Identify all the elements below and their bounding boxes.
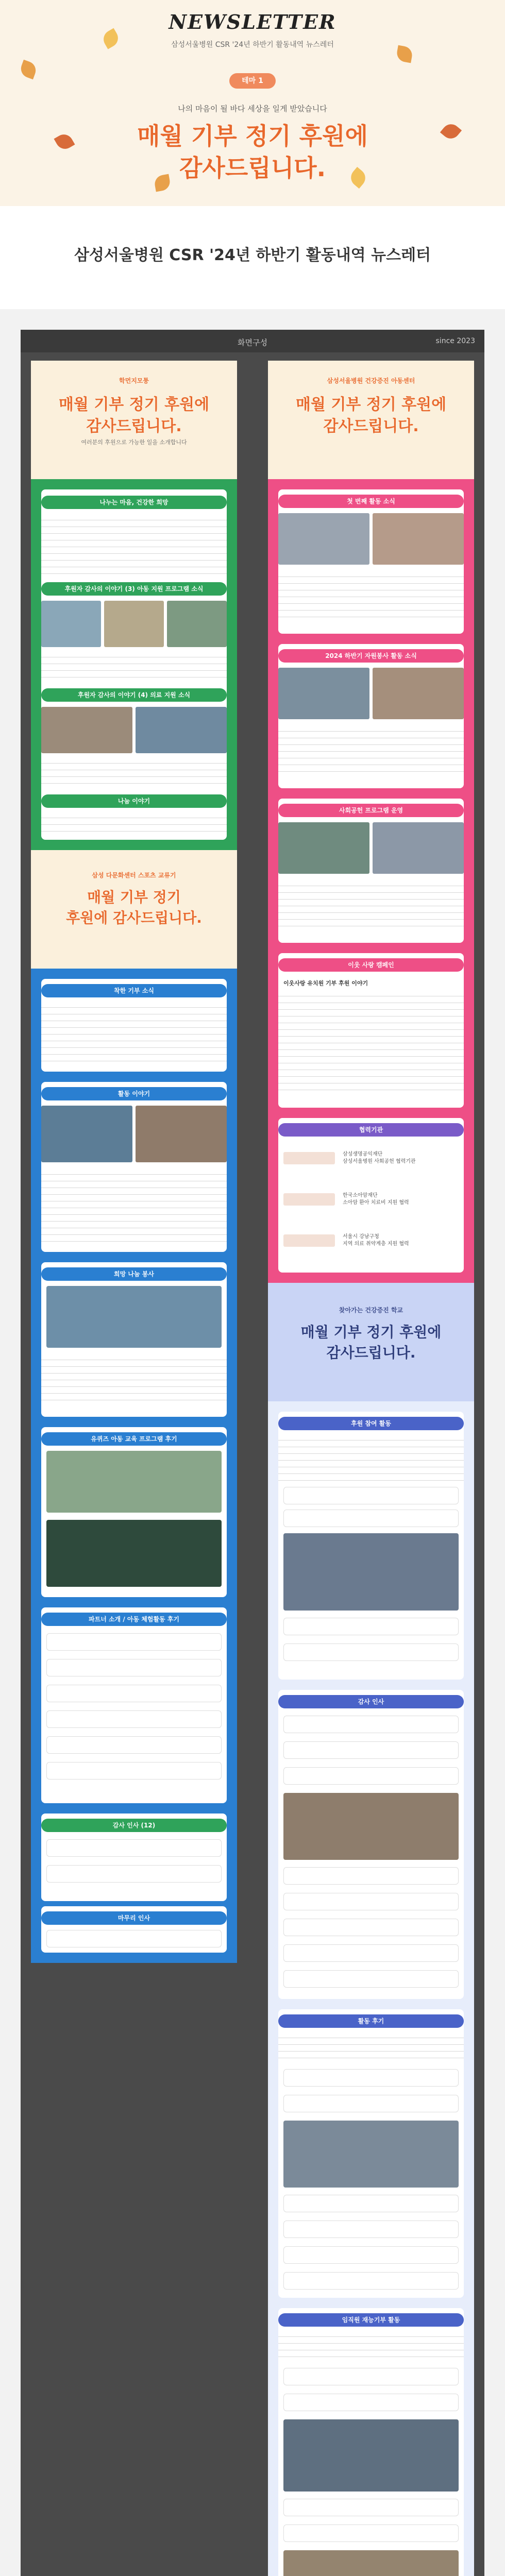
quote-box <box>46 1930 222 1947</box>
photo-row <box>41 601 227 647</box>
quote-box <box>283 1893 459 1910</box>
sub-heading: 이웃사랑 유치원 기부 후원 이야기 <box>283 980 368 987</box>
quote-box <box>283 1618 459 1635</box>
photo-row <box>278 668 464 719</box>
quote-box <box>46 1710 222 1728</box>
text-block <box>41 1355 227 1406</box>
quote-box <box>46 1736 222 1754</box>
section-header: 사회공헌 프로그램 운영 <box>278 804 464 817</box>
photo <box>46 1451 222 1513</box>
section-header: 파트너 소개 / 아동 체험활동 후기 <box>41 1613 227 1626</box>
frame-header <box>21 330 484 352</box>
left-column-header <box>31 361 237 479</box>
partner-item <box>283 1149 459 1167</box>
right-title-2: 감사드립니다. <box>323 417 419 435</box>
partner-logo <box>283 1193 335 1206</box>
photo-row <box>278 513 464 565</box>
text-block <box>41 813 227 834</box>
text-block <box>41 1170 227 1242</box>
text-block <box>278 2033 464 2064</box>
photo-row <box>41 1106 227 1162</box>
partner-logo <box>283 1152 335 1164</box>
section-header: 후원자 감사의 이야기 (3) 아동 지원 프로그램 소식 <box>41 582 227 596</box>
section-header: 2024 하반기 자원봉사 활동 소식 <box>278 649 464 663</box>
quote-box <box>283 2394 459 2411</box>
quote-box <box>283 1767 459 1785</box>
text-block <box>278 572 464 623</box>
hero-headline-1: 매월 기부 정기 후원에 <box>137 122 368 150</box>
partner-item <box>283 1190 459 1209</box>
photo <box>46 1286 222 1348</box>
quote-box <box>283 1643 459 1661</box>
quote-box <box>46 1839 222 1857</box>
text-block <box>41 1003 227 1064</box>
title-band <box>0 206 505 309</box>
quote-box <box>283 2069 459 2087</box>
partner-logo <box>283 1234 335 1247</box>
page-title: 삼성서울병원 CSR '24년 하반기 활동내역 뉴스레터 <box>74 246 431 264</box>
partners-title: 협력기관 <box>278 1123 464 1137</box>
quote-box <box>283 1867 459 1885</box>
quote-box <box>46 1762 222 1780</box>
preview-frame <box>21 330 484 2576</box>
section-header: 임직원 재능기부 활동 <box>278 2313 464 2327</box>
section-header: 감사 인사 <box>278 1695 464 1708</box>
section-header: 활동 이야기 <box>41 1087 227 1100</box>
blue-banner <box>268 1283 474 1401</box>
frame-label: 화면구성 <box>238 338 267 347</box>
frame-since: since 2023 <box>435 337 475 345</box>
blue-tag: 찾아가는 건강증진 학교 <box>339 1307 403 1314</box>
mid-tag: 삼성 다문화센터 스포츠 교류기 <box>92 872 176 879</box>
mid-banner <box>31 850 237 969</box>
section-header: 후원 참여 활동 <box>278 1417 464 1430</box>
hero-headline-2: 감사드립니다. <box>179 154 326 182</box>
section-header: 후원자 감사의 이야기 (4) 의료 지원 소식 <box>41 688 227 702</box>
blue-title-1: 매월 기부 정기 후원에 <box>300 1324 442 1341</box>
section-header: 감사 인사 (12) <box>41 1819 227 1832</box>
quote-box <box>283 2246 459 2264</box>
mid-title-1: 매월 기부 정기 <box>87 889 181 906</box>
quote-box <box>283 2499 459 2516</box>
quote-box <box>283 2095 459 2112</box>
partner-name: 삼성생명공익재단 <box>343 1151 383 1157</box>
section-header: 이웃 사랑 캠페인 <box>278 958 464 972</box>
quote-box <box>283 2272 459 2290</box>
section-header: 착한 기부 소식 <box>41 984 227 997</box>
quote-box <box>46 1659 222 1676</box>
leaf-decoration <box>19 60 38 79</box>
partner-name: 한국소아암재단 <box>343 1193 378 1198</box>
section-header: 마무리 인사 <box>41 1911 227 1925</box>
photo-row <box>41 707 227 753</box>
quote-box <box>283 1919 459 1936</box>
section-header: 첫 번째 활동 소식 <box>278 495 464 508</box>
right-column-header <box>268 361 474 479</box>
left-title-1: 매월 기부 정기 후원에 <box>58 396 210 414</box>
quote-box <box>283 2368 459 2385</box>
partner-desc: 지역 의료 취약계층 지원 협력 <box>343 1241 409 1247</box>
text-block <box>278 726 464 778</box>
left-tag: 학먼지모퉁 <box>119 377 149 384</box>
quote-box <box>46 1685 222 1702</box>
text-block <box>278 1435 464 1482</box>
chalkboard-image <box>46 1520 222 1587</box>
text-block <box>278 991 464 1094</box>
partner-item <box>283 1231 459 1250</box>
quote-box <box>283 1487 459 1504</box>
section-header: 나누는 마음, 건강한 희망 <box>41 496 227 509</box>
quote-box <box>46 1633 222 1651</box>
left-title-2: 감사드립니다. <box>86 417 182 435</box>
text-block <box>41 652 227 683</box>
hero-banner <box>0 0 505 206</box>
blue-title-2: 감사드립니다. <box>326 1344 416 1361</box>
partner-desc: 삼성서울병원 사회공헌 협력기관 <box>343 1159 416 1164</box>
photo-row <box>278 822 464 874</box>
photo <box>283 2550 459 2576</box>
quote-box <box>283 1970 459 1988</box>
photo <box>283 1533 459 1611</box>
theme-badge: 테마 1 <box>229 73 276 89</box>
photo <box>283 1793 459 1860</box>
newsletter-title: NEWSLETTER <box>169 10 336 33</box>
newsletter-subtitle: 삼성서울병원 CSR '24년 하반기 활동내역 뉴스레터 <box>171 41 334 49</box>
partner-name: 서울시 강남구청 <box>343 1234 379 1240</box>
photo <box>283 2419 459 2492</box>
left-column <box>31 361 237 1963</box>
text-block <box>278 2332 464 2363</box>
quote-box <box>283 2524 459 2542</box>
section-header: 희망 나눔 봉사 <box>41 1267 227 1281</box>
text-block <box>41 758 227 789</box>
mid-title-2: 후원에 감사드립니다. <box>66 909 202 926</box>
quote-box <box>283 2195 459 2212</box>
section-header: 유퀴즈 아동 교육 프로그램 후기 <box>41 1432 227 1446</box>
right-tag: 삼성서울병원 건강증진 아동센터 <box>327 377 415 384</box>
quote-box <box>283 1944 459 1962</box>
photo <box>283 2121 459 2188</box>
left-note: 여러분의 후원으로 가능한 일을 소개합니다 <box>81 439 187 446</box>
right-column <box>268 361 474 2576</box>
quote-box <box>283 1716 459 1733</box>
section-header: 나눔 이야기 <box>41 794 227 808</box>
text-block <box>41 515 227 577</box>
section-header: 활동 후기 <box>278 2014 464 2028</box>
partner-desc: 소아암 환아 치료비 지원 협력 <box>343 1200 409 1206</box>
right-title-1: 매월 기부 정기 후원에 <box>295 396 447 414</box>
quote-box <box>46 1865 222 1883</box>
quote-box <box>283 1510 459 1527</box>
quote-box <box>283 1741 459 1759</box>
hero-caption: 나의 마음이 될 바다 세상을 일게 받았습니다 <box>178 104 327 113</box>
quote-box <box>283 2221 459 2238</box>
text-block <box>278 881 464 933</box>
